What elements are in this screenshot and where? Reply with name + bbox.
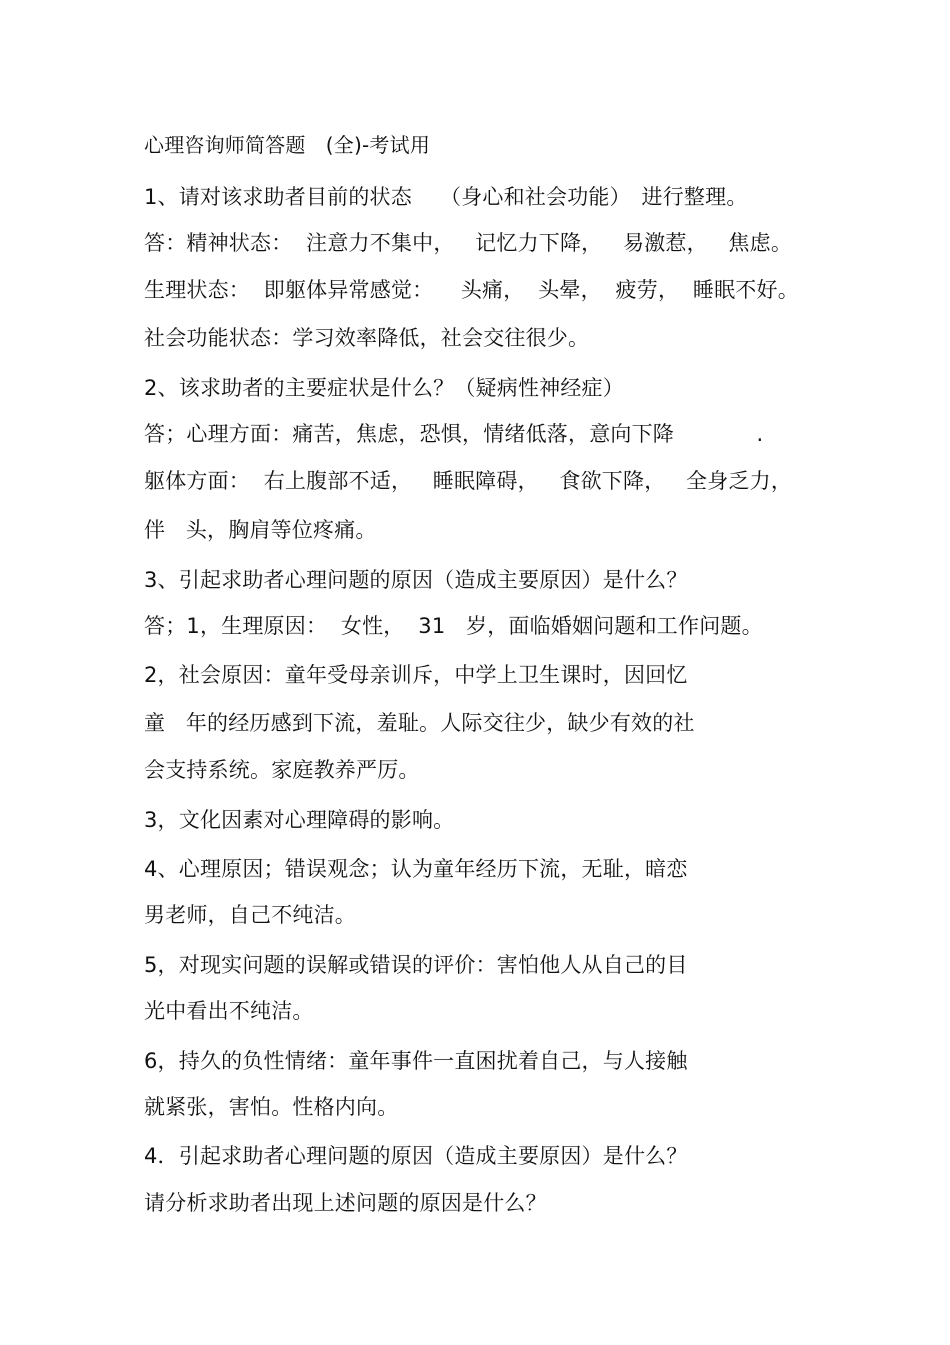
answer-3-line-6: 4、心理原因；错误观念；认为童年经历下流，无耻，暗恋 bbox=[144, 857, 688, 881]
answer-3-line-7: 男老师，自己不纯洁。 bbox=[144, 903, 356, 927]
answer-3-line-1: 答；1，生理原因： 女性， 31 岁，面临婚姻问题和工作问题。 bbox=[144, 614, 763, 638]
answer-3-line-3: 童 年的经历感到下流，羞耻。人际交往少，缺少有效的社 bbox=[144, 711, 695, 735]
question-3-line: 3、引起求助者心理问题的原因（造成主要原因）是什么？ bbox=[144, 568, 688, 592]
answer-3-line-2: 2，社会原因：童年受母亲训斥，中学上卫生课时，因回忆 bbox=[144, 663, 688, 687]
answer-3-line-11: 就紧张，害怕。性格内向。 bbox=[144, 1095, 399, 1119]
answer-1-line-2: 生理状态： 即躯体异常感觉： 头痛， 头晕， 疲劳， 睡眠不好。 bbox=[144, 278, 799, 302]
question-1-line: 1、请对该求助者目前的状态 （身心和社会功能） 进行整理。 bbox=[144, 185, 748, 209]
answer-1-line-3: 社会功能状态：学习效率降低，社会交往很少。 bbox=[144, 326, 590, 350]
answer-3-line-5: 3，文化因素对心理障碍的影响。 bbox=[144, 808, 455, 832]
answer-2-line-3: 伴 头，胸肩等位疼痛。 bbox=[144, 518, 377, 542]
question-4-line: 4．引起求助者心理问题的原因（造成主要原因）是什么？ bbox=[144, 1144, 688, 1168]
answer-2-line-2: 躯体方面： 右上腹部不适， 睡眠障碍， 食欲下降， 全身乏力， bbox=[144, 469, 793, 493]
answer-3-line-9: 光中看出不纯洁。 bbox=[144, 999, 314, 1023]
answer-3-line-10: 6，持久的负性情绪：童年事件一直困扰着自己，与人接触 bbox=[144, 1049, 688, 1073]
document-title: 心理咨询师简答题 (全)-考试用 bbox=[144, 133, 431, 157]
answer-3-line-4: 会支持系统。家庭教养严厉。 bbox=[144, 758, 420, 782]
question-4-subline: 请分析求助者出现上述问题的原因是什么？ bbox=[144, 1191, 547, 1215]
answer-2-line-1: 答；心理方面：痛苦，焦虑，恐惧，情绪低落，意向下降 . bbox=[144, 422, 764, 446]
answer-3-line-8: 5，对现实问题的误解或错误的评价：害怕他人从自己的目 bbox=[144, 953, 688, 977]
answer-1-line-1: 答：精神状态： 注意力不集中， 记忆力下降， 易激惹， 焦虑。 bbox=[144, 231, 793, 255]
question-2-line: 2、该求助者的主要症状是什么？（疑病性神经症） bbox=[144, 376, 624, 400]
